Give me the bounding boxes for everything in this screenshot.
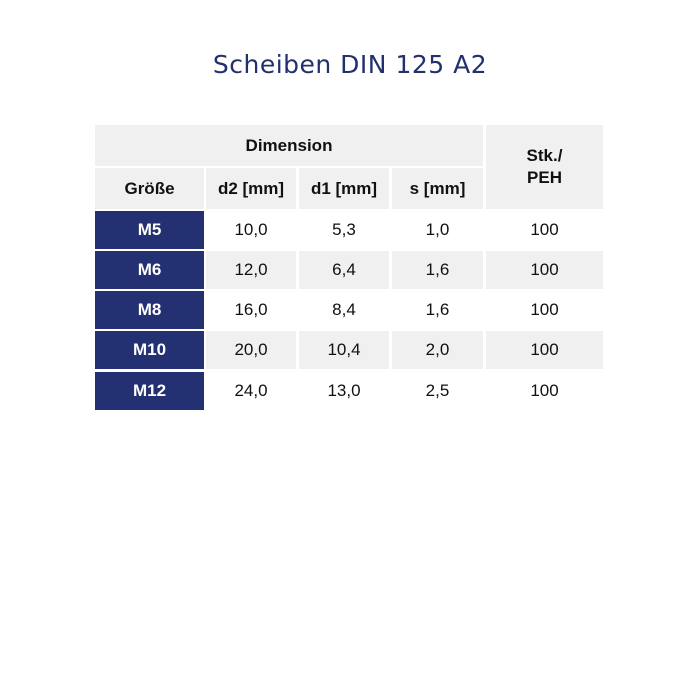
d2-cell: 16,0 [206,291,296,329]
page-title: Scheiben DIN 125 A2 [212,50,488,79]
size-cell: M5 [95,211,204,249]
d2-cell: 20,0 [206,331,296,369]
header-dimension: Dimension [95,125,483,166]
header-d1: d1 [mm] [299,168,389,209]
qty-cell: 100 [486,372,603,410]
d1-cell: 6,4 [299,251,389,289]
qty-cell: 100 [486,331,603,369]
size-cell: M12 [95,372,204,410]
d1-cell: 8,4 [299,291,389,329]
header-qty-line1: Stk./ [526,146,563,165]
size-cell: M8 [95,291,204,329]
d2-cell: 10,0 [206,211,296,249]
s-cell: 1,0 [392,211,483,249]
qty-cell: 100 [486,291,603,329]
qty-cell: 100 [486,251,603,289]
d2-cell: 12,0 [206,251,296,289]
d2-cell: 24,0 [206,372,296,410]
s-cell: 1,6 [392,251,483,289]
qty-cell: 100 [486,211,603,249]
header-size: Größe [95,168,204,209]
header-qty-line2: PEH [527,168,562,187]
d1-cell: 10,4 [299,331,389,369]
size-cell: M10 [95,331,204,369]
s-cell: 1,6 [392,291,483,329]
s-cell: 2,0 [392,331,483,369]
header-d2: d2 [mm] [206,168,296,209]
size-cell: M6 [95,251,204,289]
d1-cell: 13,0 [299,372,389,410]
header-s: s [mm] [392,168,483,209]
s-cell: 2,5 [392,372,483,410]
d1-cell: 5,3 [299,211,389,249]
header-qty [486,125,603,209]
